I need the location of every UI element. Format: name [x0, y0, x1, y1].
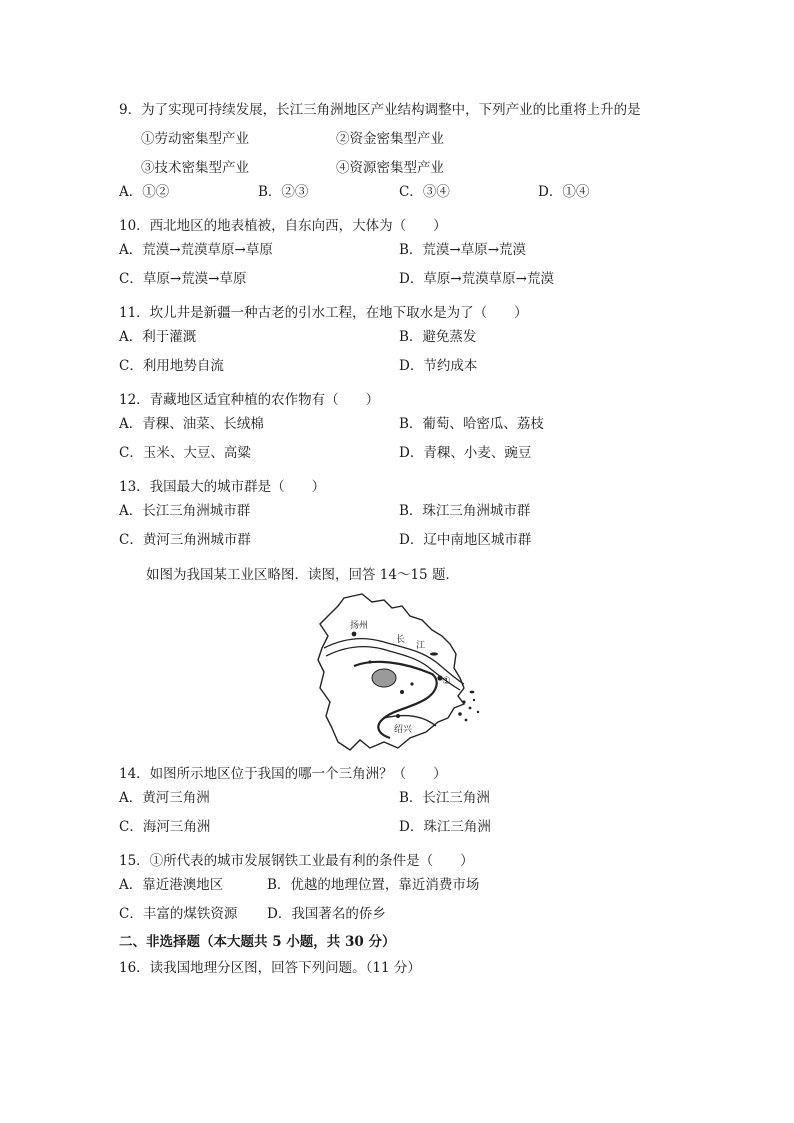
- q9-item-3: ③技术密集型产业: [141, 160, 249, 176]
- q12-option-a: A．青稞、油菜、长绒棉: [119, 416, 264, 432]
- q15-option-b: B．优越的地理位置，靠近消费市场: [267, 877, 480, 893]
- label-shaoxing: 绍兴: [394, 725, 413, 735]
- q14-option-a: A．黄河三角洲: [119, 790, 210, 806]
- q12-option-c: C．玉米、大豆、高粱: [119, 445, 251, 461]
- map-intro-text: 如图为我国某工业区略图．读图，回答 14～15 题．: [146, 567, 459, 583]
- q10-option-c: C．草原→荒漠→草原: [119, 271, 247, 287]
- q13-option-b: B．珠江三角洲城市群: [399, 503, 531, 519]
- q10-option-b: B．荒漠→草原→荒漠: [399, 242, 527, 258]
- question-16-stem: 16．读我国地理分区图，回答下列问题。（11 分）: [119, 960, 421, 976]
- q14-option-c: C．海河三角洲: [119, 819, 211, 835]
- question-12-stem: 12．青藏地区适宜种植的农作物有（ ）: [119, 392, 380, 408]
- question-9-stem: 9．为了实现可持续发展，长江三角洲地区产业结构调整中，下列产业的比重将上升的是: [119, 102, 641, 118]
- label-river-2: 江: [416, 641, 426, 651]
- q11-option-d: D．节约成本: [399, 358, 478, 374]
- q10-option-d: D．草原→荒漠草原→荒漠: [399, 271, 554, 287]
- label-marker-1: ①: [442, 676, 451, 687]
- q9-item-2: ②资金密集型产业: [336, 131, 444, 147]
- q9-option-d: D．①④: [538, 184, 590, 200]
- question-15-stem: 15．①所代表的城市发展钢铁工业最有利的条件是（ ）: [119, 853, 474, 869]
- q14-option-b: B．长江三角洲: [399, 790, 490, 806]
- city-dot-yangzhou: [352, 632, 357, 637]
- q13-option-c: C．黄河三角洲城市群: [119, 532, 251, 548]
- q11-option-b: B．避免蒸发: [399, 329, 477, 345]
- q9-option-a: A．①②: [119, 184, 170, 200]
- q15-option-a: A．靠近港澳地区: [119, 877, 224, 893]
- question-11-stem: 11．坎儿井是新疆一种古老的引水工程，在地下取水是为了（ ）: [119, 305, 528, 321]
- q15-option-c: C．丰富的煤铁资源: [119, 906, 238, 922]
- q13-option-d: D．辽中南地区城市群: [399, 532, 532, 548]
- label-yangzhou: 扬州: [350, 621, 369, 631]
- section-2-heading: 二、非选择题（本大题共 5 小题，共 30 分）: [119, 934, 396, 950]
- q13-option-a: A．长江三角洲城市群: [119, 503, 251, 519]
- question-13-stem: 13．我国最大的城市群是（ ）: [119, 479, 326, 495]
- industrial-region-map: [314, 592, 494, 752]
- q12-option-b: B．葡萄、哈密瓜、荔枝: [399, 416, 544, 432]
- question-10-stem: 10．西北地区的地表植被，自东向西，大体为（ ）: [119, 218, 447, 234]
- q10-option-a: A．荒漠→荒漠草原→草原: [119, 242, 273, 258]
- lake: [372, 669, 396, 687]
- q9-option-c: C．③④: [399, 184, 450, 200]
- q12-option-d: D．青稞、小麦、豌豆: [399, 445, 532, 461]
- q11-option-a: A．利于灌溉: [119, 329, 197, 345]
- question-14-stem: 14．如图所示地区位于我国的哪一个三角洲？（ ）: [119, 766, 447, 782]
- q14-option-d: D．珠江三角洲: [399, 819, 491, 835]
- label-river-1: 长: [396, 635, 406, 645]
- q11-option-c: C．利用地势自流: [119, 358, 224, 374]
- q9-option-b: B．②③: [258, 184, 309, 200]
- q9-item-4: ④资源密集型产业: [336, 160, 444, 176]
- q15-option-d: D．我国著名的侨乡: [267, 906, 386, 922]
- q9-item-1: ①劳动密集型产业: [141, 131, 249, 147]
